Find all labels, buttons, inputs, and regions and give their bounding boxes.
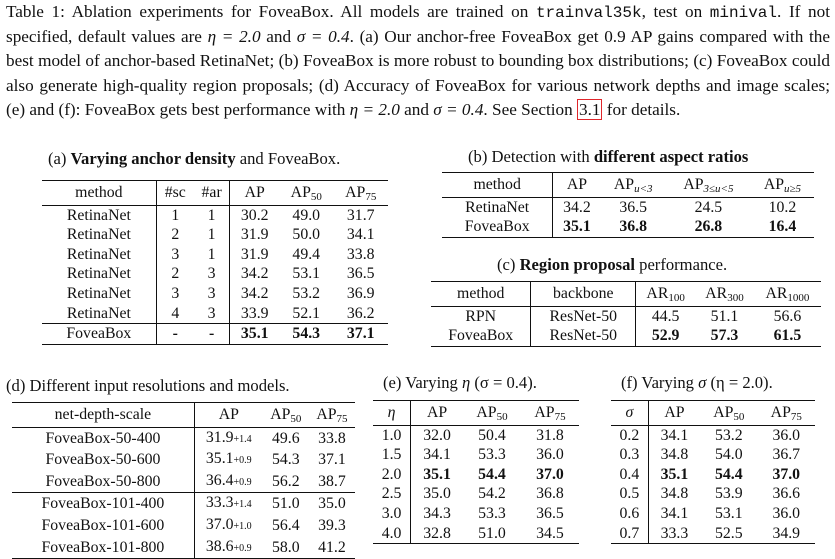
table-cell: 32.0 (423, 426, 451, 444)
column-header: AP (648, 401, 700, 426)
table-cell: 36.5 (346, 265, 375, 283)
table-cell: 54.0 (714, 446, 743, 464)
table-cell: 0.4 (611, 465, 648, 485)
ap-gain: +0.9 (233, 476, 252, 488)
table-cell: 1.5 (373, 445, 411, 465)
table-cell: 31.7 (346, 206, 375, 224)
table-row (373, 465, 579, 485)
column-header: $AP_{50}$ (279, 181, 333, 206)
column-header: #ar (194, 181, 230, 206)
table-cell: 53.9 (714, 485, 743, 503)
table-cell: 44.5 (651, 307, 680, 325)
model-name: FoveaBox-101-400 (12, 493, 194, 515)
table-row (42, 245, 388, 265)
ap-cell: 36.4+0.9 (205, 471, 252, 489)
column-header: σ (611, 401, 648, 426)
table-cell: 0.6 (611, 504, 648, 524)
column-header: $AP_{75}$ (333, 181, 388, 206)
table-cell: 53.1 (714, 504, 743, 522)
table-row (42, 225, 388, 245)
column-header: $AP_{50}$ (263, 403, 309, 428)
table-cell: 51.1 (710, 307, 739, 325)
table-cell: 0.3 (611, 445, 648, 465)
table-cell: 58.0 (263, 537, 309, 559)
column-header: $AP_{u<3}$ (601, 173, 666, 198)
table-cell: 36.0 (772, 504, 801, 522)
table-row (373, 445, 579, 465)
column-header: net-depth-scale (12, 403, 194, 428)
table-d (12, 402, 355, 559)
table-cell: RPN (431, 306, 531, 326)
table-cell: 0.5 (611, 484, 648, 504)
column-header: AP (553, 173, 601, 198)
table-cell: 49.4 (292, 245, 321, 263)
table-cell: - (156, 324, 194, 345)
table-cell: 33.9 (240, 304, 269, 322)
table-cell: 38.7 (318, 472, 346, 490)
table-cell: 3 (194, 284, 230, 304)
table-cell: 10.2 (768, 198, 797, 216)
table-cell: 54.2 (478, 485, 506, 503)
table-cell: 35.1 (230, 324, 279, 345)
table-cell: 34.5 (521, 524, 579, 544)
table-row (42, 324, 388, 345)
table-b-title: (b) Detection with different aspect ratios (468, 147, 749, 166)
table-cell: 2.0 (373, 465, 411, 485)
table-cell: 36.6 (772, 485, 801, 503)
column-header: $AP_{3\le u<5}$ (666, 173, 751, 198)
table-cell: 35.1 (553, 217, 601, 237)
table-cell: 37.1 (333, 324, 388, 345)
table-cell: 31.8 (536, 426, 564, 444)
table-cell: 34.2 (563, 198, 591, 216)
table-cell: 34.1 (660, 504, 689, 522)
table-cell: 51.0 (463, 524, 521, 544)
table-cell: 36.9 (346, 284, 375, 302)
table-cell: 36.7 (772, 446, 801, 464)
table-cell: 2.5 (373, 484, 411, 504)
table-cell: 31.9 (240, 245, 269, 263)
column-header: $AR_{300}$ (695, 282, 754, 307)
table-cell: 50.4 (478, 426, 506, 444)
table-row (12, 471, 355, 493)
ap-gain: +1.0 (233, 520, 252, 532)
table-cell: 34.1 (423, 446, 451, 464)
column-header: AP (411, 401, 463, 426)
table-cell: 34.9 (758, 524, 815, 544)
table-cell: FoveaBox (442, 217, 553, 237)
table-cell: 52.1 (292, 304, 321, 322)
table-cell: RetinaNet (442, 197, 553, 217)
table-cell: 34.2 (240, 284, 269, 302)
table-caption: Table 1: Ablation experiments for FoveaBox. All models are trained on trainval35k, test on minival. If not specified, default values are η = 2.0 and σ = 0.4. (a) Our anchor-free FoveaBox get 0.9 AP gains compared with the best model of anchor-based RetinaNet; (b) FoveaBox is more robust to bounding box distributions; (c) FoveaBox could also generate high-quality region proposals; (d) Accuracy of FoveaBox for various network depths and image scales; (e) and (f): FoveaBox gets best performance with η = 2.0 and σ = 0.4. See Section 3.1 for details. (6, 2, 830, 119)
column-header: η (373, 401, 411, 426)
table-cell: RetinaNet (42, 304, 156, 324)
table-e-title: (e) Varying η (σ = 0.4). (383, 373, 537, 392)
table-cell: 33.8 (346, 245, 375, 263)
table-cell: 37.0 (772, 465, 801, 483)
table-a-title: (a) Varying anchor density and FoveaBox. (48, 149, 341, 168)
table-cell: FoveaBox (42, 324, 156, 345)
table-row (12, 493, 355, 515)
column-header: AP (194, 403, 262, 428)
table-row (611, 465, 815, 485)
table-cell: 1.0 (373, 425, 411, 445)
table-cell: 54.3 (279, 324, 333, 345)
table-row (611, 504, 815, 524)
table-cell: 49.6 (271, 429, 300, 447)
ap-cell: 35.1+0.9 (205, 450, 252, 468)
ap-cell: 37.0+1.0 (205, 515, 252, 533)
table-cell: 53.3 (478, 446, 506, 464)
table-row (611, 445, 815, 465)
table-cell: 33.3 (648, 524, 700, 544)
table-cell: 3.0 (373, 504, 411, 524)
table-row (42, 304, 388, 324)
model-name: FoveaBox-101-800 (12, 537, 194, 559)
table-cell: 2 (171, 265, 180, 283)
table-row (373, 425, 579, 445)
table-cell: 34.3 (423, 504, 451, 522)
column-header: $AP_{u\ge 5}$ (751, 173, 814, 198)
table-row (373, 504, 579, 524)
table-cell: 37.0 (536, 465, 564, 483)
table-cell: FoveaBox (431, 326, 531, 346)
ap-gain: +1.4 (233, 499, 252, 511)
table-cell: 1 (194, 245, 230, 265)
table-row (442, 197, 814, 217)
table-row (611, 425, 815, 445)
table-cell: ResNet-50 (531, 306, 636, 326)
table-cell: 30.2 (240, 206, 269, 224)
table-cell: RetinaNet (42, 264, 156, 284)
column-header: #sc (156, 181, 194, 206)
table-cell: 53.2 (292, 284, 321, 302)
column-header: method (42, 181, 156, 206)
table-cell: 24.5 (694, 198, 723, 216)
table-cell: 36.8 (536, 485, 564, 503)
table-cell: 36.8 (601, 217, 666, 237)
table-cell: 26.8 (666, 217, 751, 237)
column-header: $AP_{75}$ (521, 401, 579, 426)
table-cell: 35.0 (309, 493, 355, 515)
ap-gain: +0.9 (233, 455, 252, 467)
model-name: FoveaBox-101-600 (12, 515, 194, 537)
table-cell: 61.5 (754, 326, 821, 346)
section-ref-link[interactable]: 3.1 (578, 99, 601, 119)
table-f-title: (f) Varying σ (η = 2.0). (621, 373, 773, 392)
table-cell: 34.2 (240, 265, 269, 283)
table-cell: 35.1 (423, 465, 451, 483)
model-name: FoveaBox-50-600 (12, 449, 194, 471)
table-cell: 56.4 (271, 516, 300, 534)
table-c-title: (c) Region proposal performance. (497, 255, 728, 274)
table-cell: 4.0 (373, 524, 411, 544)
table-cell: - (194, 324, 230, 345)
table-cell: 41.2 (309, 537, 355, 559)
table-b (442, 172, 814, 238)
table-row (42, 284, 388, 304)
table-row (373, 524, 579, 544)
column-header: $AP_{75}$ (758, 401, 815, 426)
table-row (431, 306, 821, 326)
table-cell: 1 (194, 225, 230, 245)
table-row (611, 524, 815, 544)
table-row (611, 484, 815, 504)
table-cell: 56.2 (271, 472, 300, 490)
column-header: $AR_{1000}$ (754, 282, 821, 307)
table-cell: RetinaNet (42, 284, 156, 304)
table-cell: 0.2 (611, 425, 648, 445)
table-cell: 2 (171, 226, 180, 244)
table-cell: 54.3 (271, 451, 300, 469)
table-row (12, 427, 355, 449)
table-cell: 16.4 (751, 217, 814, 237)
table-cell: 36.0 (772, 426, 801, 444)
table-cell: 39.3 (318, 516, 346, 534)
table-cell: 3 (194, 264, 230, 284)
table-cell: 1 (171, 206, 180, 224)
table-cell: RetinaNet (42, 225, 156, 245)
table-cell: 34.8 (660, 446, 689, 464)
table-cell: 53.3 (478, 504, 506, 522)
table-cell: ResNet-50 (531, 326, 636, 346)
ap-gain: +0.9 (233, 542, 252, 554)
column-header: method (431, 282, 531, 307)
table-cell: 3 (171, 245, 180, 263)
table-row (431, 326, 821, 346)
table-cell: 0.7 (611, 524, 648, 544)
table-cell: 31.9 (240, 226, 269, 244)
table-cell: 35.1 (660, 465, 689, 483)
table-cell: 52.5 (700, 524, 757, 544)
table-cell: 51.0 (263, 493, 309, 515)
table-cell: 34.8 (660, 485, 689, 503)
table-cell: 53.2 (714, 426, 743, 444)
table-cell: 3 (194, 304, 230, 324)
table-f (611, 400, 815, 544)
table-cell: 3 (171, 284, 180, 302)
table-cell: 37.1 (318, 451, 346, 469)
table-cell: 52.9 (636, 326, 695, 346)
column-header: backbone (531, 282, 636, 307)
table-cell: 36.0 (536, 446, 564, 464)
table-cell: 32.8 (411, 524, 463, 544)
table-a (42, 180, 388, 345)
table-cell: 54.4 (478, 465, 506, 483)
table-cell: 35.0 (423, 485, 451, 503)
table-cell: 34.1 (660, 426, 689, 444)
table-cell: 33.8 (318, 429, 346, 447)
table-cell: 56.6 (773, 307, 802, 325)
column-header: method (442, 173, 553, 198)
table-row (12, 449, 355, 471)
table-cell: 34.1 (346, 226, 375, 244)
table-cell: 54.4 (714, 465, 743, 483)
model-name: FoveaBox-50-400 (12, 427, 194, 449)
table-row (442, 217, 814, 237)
table-cell: 4 (171, 304, 180, 322)
table-row (42, 264, 388, 284)
table-c (431, 281, 821, 347)
table-cell: 36.2 (346, 304, 375, 322)
table-row (12, 515, 355, 537)
table-cell: 1 (194, 205, 230, 225)
table-cell: 53.1 (292, 265, 321, 283)
column-header: $AP_{50}$ (463, 401, 521, 426)
table-cell: RetinaNet (42, 245, 156, 265)
table-row (373, 484, 579, 504)
column-header: AP (230, 181, 279, 206)
ap-cell: 33.3+1.4 (194, 493, 262, 515)
model-name: FoveaBox-50-800 (12, 471, 194, 493)
table-cell: 36.5 (619, 198, 648, 216)
table-cell: 57.3 (695, 326, 754, 346)
ap-cell: 31.9+1.4 (205, 428, 252, 446)
table-e (373, 400, 579, 544)
table-d-title: (d) Different input resolutions and models. (6, 376, 290, 395)
table-row (42, 205, 388, 225)
table-cell: 36.5 (536, 504, 564, 522)
ap-cell: 38.6+0.9 (194, 537, 262, 559)
column-header: $AP_{50}$ (700, 401, 757, 426)
column-header: $AR_{100}$ (636, 282, 695, 307)
table-cell: 50.0 (292, 226, 321, 244)
column-header: $AP_{75}$ (309, 403, 355, 428)
table-cell: 49.0 (292, 206, 321, 224)
ap-gain: +1.4 (233, 433, 252, 445)
table-cell: RetinaNet (42, 205, 156, 225)
